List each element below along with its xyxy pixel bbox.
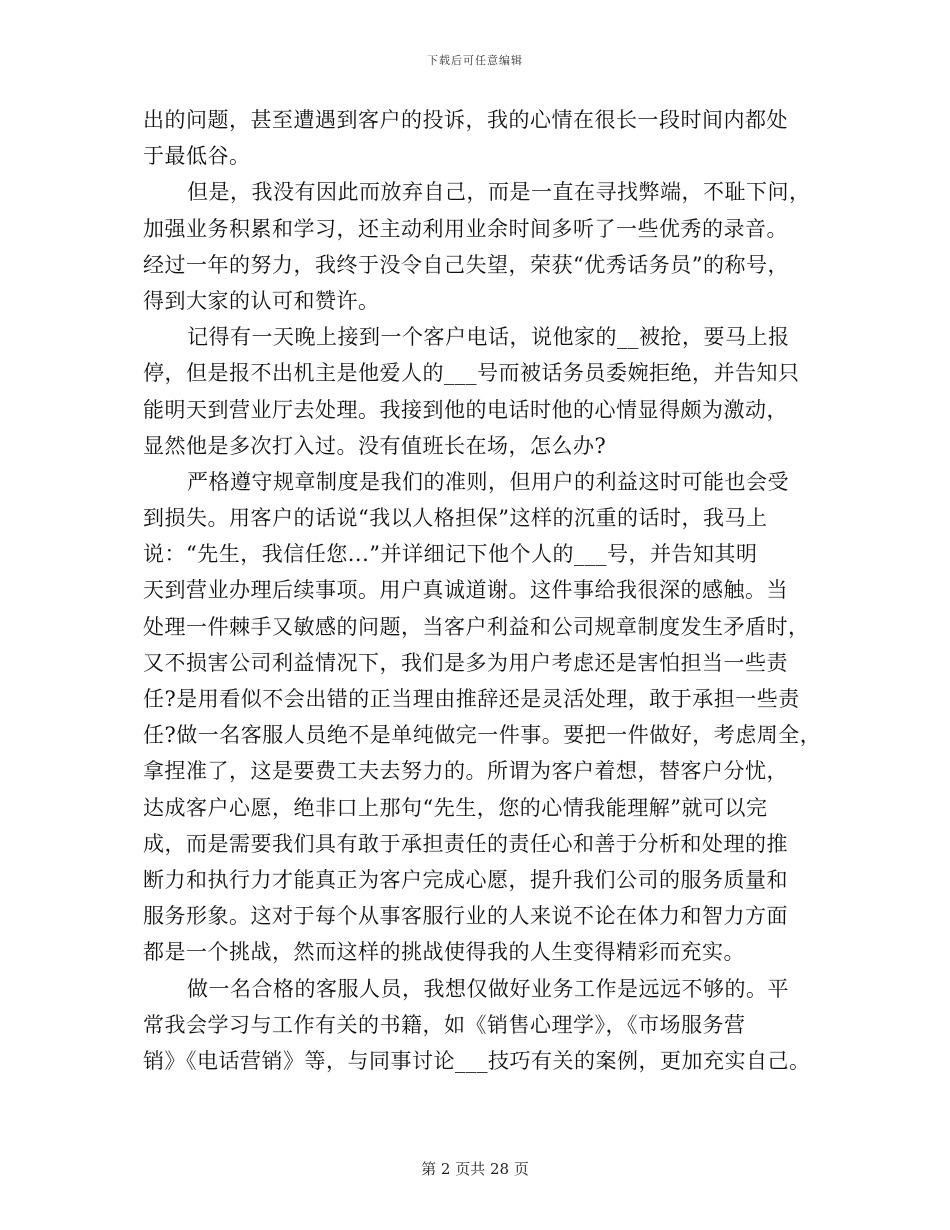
text-line: 严格遵守规章制度是我们的准则，但用户的利益这时可能也会受 [187,469,789,494]
text-line: 到损失。用客户的话说“我以人格担保”这样的沉重的话时，我马上 [143,506,768,531]
text-line: 销》《电话营销》等，与同事讨论___技巧有关的案例，更加充实自己。 [143,1048,811,1073]
text-line: 记得有一天晚上接到一个客户电话，说他家的__被抢，要马上报 [187,325,790,350]
text-line: 说：“先生，我信任您...”并详细记下他个人的___号，并告知其明 [143,542,758,567]
page-number: 第 2 页共 28 页 [421,1160,529,1178]
text-line: 又不损害公司利益情况下，我们是多为用户考虑还是害怕担当一些责 [143,650,788,675]
text-line: 停，但是报不出机主是他爱人的___号而被话务员委婉拒绝，并告知只 [143,361,800,386]
text-line: 出的问题，甚至遭遇到客户的投诉，我的心情在很长一段时间内都处 [143,108,788,132]
text-line: 成，而是需要我们具有敢于承担责任的责任心和善于分析和处理的推 [143,831,788,856]
text-line: 显然他是多次打入过。没有值班长在场，怎么办? [143,433,607,458]
text-line: 任?是用看似不会出错的正当理由推辞还是灵活处理，敢于承担一些责 [143,687,800,711]
text-line: 任?做一名客服人员绝不是单纯做完一件事。要把一件做好，考虑周全， [143,723,822,748]
text-line: 都是一个挑战，然而这样的挑战使得我的人生变得精彩而充实。 [143,940,745,965]
text-line: 加强业务积累和学习，还主动利用业余时间多听了一些优秀的录音。 [143,216,788,241]
text-line: 服务形象。这对于每个从事客服行业的人来说不论在体力和智力方面 [143,904,788,929]
text-line: 于最低谷。 [143,144,251,169]
page-header: 下载后可任意编辑 [427,54,523,67]
text-line: 常我会学习与工作有关的书籍，如《销售心理学》，《市场服务营 [143,1012,746,1037]
text-line: 拿捏准了，这是要费工夫去努力的。所谓为客户着想，替客户分忧， [143,759,788,784]
document-body [143,102,823,1079]
text-line: 做一名合格的客服人员，我想仅做好业务工作是远远不够的。平 [187,976,789,1001]
text-line: 处理一件棘手又敏感的问题，当客户利益和公司规章制度发生矛盾时， [143,614,810,639]
text-line: 经过一年的努力，我终于没令自己失望，荣获“优秀话务员”的称号， [143,252,789,277]
text-line: 能明天到营业厅去处理。我接到他的电话时他的心情显得颇为激动， [143,397,788,422]
text-line: 天到营业办理后续事项。用户真诚道谢。这件事给我很深的感触。当 [143,578,788,603]
text-line: 得到大家的认可和赞许。 [143,288,380,313]
text-line: 达成客户心愿，绝非口上那句“先生，您的心情我能理解”就可以完 [143,795,768,820]
text-line: 断力和执行力才能真正为客户完成心愿，提升我们公司的服务质量和 [143,867,788,892]
text-line: 但是，我没有因此而放弃自己，而是一直在寻找弊端，不耻下问， [187,180,811,205]
